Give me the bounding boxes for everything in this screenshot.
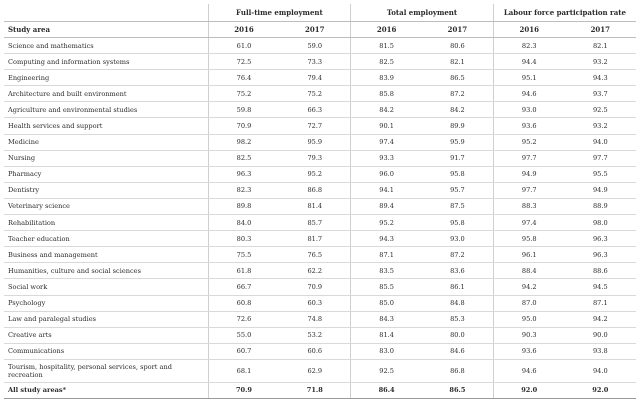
value-cell: 85.8 [351,86,422,102]
value-cell: 96.3 [208,166,279,182]
value-cell: 86.8 [422,359,493,382]
value-cell: 79.3 [279,150,350,166]
value-cell: 90.3 [493,327,564,343]
study-area-cell: Medicine [4,134,208,150]
value-cell: 94.5 [565,279,636,295]
value-cell: 66.3 [279,102,350,118]
value-cell: 85.5 [351,279,422,295]
value-cell: 88.3 [493,198,564,214]
value-cell: 93.6 [493,118,564,134]
value-cell: 93.7 [565,86,636,102]
value-cell: 95.8 [422,215,493,231]
value-cell: 93.2 [565,118,636,134]
study-area-cell: Rehabilitation [4,215,208,231]
value-cell: 83.6 [422,263,493,279]
value-cell: 84.8 [422,295,493,311]
table-row [4,198,636,214]
value-cell: 80.3 [208,231,279,247]
value-cell: 80.0 [422,327,493,343]
value-cell: 93.8 [565,343,636,359]
total-label-cell: All study areas* [4,382,208,398]
study-area-cell: Architecture and built environment [4,86,208,102]
study-area-cell: Agriculture and environmental studies [4,102,208,118]
value-cell: 83.0 [351,343,422,359]
value-cell: 85.7 [279,215,350,231]
year-header: 2016 [493,22,564,38]
value-cell: 93.6 [493,343,564,359]
value-cell: 95.9 [279,134,350,150]
value-cell: 95.2 [279,166,350,182]
total-value-cell: 86.5 [422,382,493,398]
value-cell: 70.9 [208,118,279,134]
group-header-participation: Labour force participation rate [493,4,636,22]
value-cell: 74.8 [279,311,350,327]
value-cell: 96.1 [493,247,564,263]
study-area-header: Study area [4,22,208,38]
value-cell: 87.5 [422,198,493,214]
table-row [4,38,636,54]
value-cell: 61.0 [208,38,279,54]
table-row [4,118,636,134]
value-cell: 87.0 [493,295,564,311]
value-cell: 98.2 [208,134,279,150]
study-area-cell: Pharmacy [4,166,208,182]
value-cell: 93.3 [351,150,422,166]
value-cell: 89.8 [208,198,279,214]
value-cell: 72.7 [279,118,350,134]
value-cell: 60.3 [279,295,350,311]
value-cell: 60.8 [208,295,279,311]
value-cell: 93.0 [422,231,493,247]
value-cell: 95.7 [422,182,493,198]
group-header-row [4,4,636,22]
total-value-cell: 70.9 [208,382,279,398]
table-row [4,311,636,327]
value-cell: 94.4 [493,54,564,70]
year-header-row [4,22,636,38]
value-cell: 82.1 [422,54,493,70]
value-cell: 62.2 [279,263,350,279]
value-cell: 61.8 [208,263,279,279]
value-cell: 89.9 [422,118,493,134]
value-cell: 81.5 [351,38,422,54]
value-cell: 95.2 [493,134,564,150]
study-area-cell: Tourism, hospitality, personal services, sport and recreation [4,359,208,382]
value-cell: 92.5 [565,102,636,118]
study-area-cell: Humanities, culture and social sciences [4,263,208,279]
value-cell: 72.6 [208,311,279,327]
value-cell: 73.3 [279,54,350,70]
value-cell: 75.2 [279,86,350,102]
value-cell: 75.5 [208,247,279,263]
value-cell: 95.9 [422,134,493,150]
table-row [4,102,636,118]
value-cell: 81.7 [279,231,350,247]
value-cell: 94.2 [565,311,636,327]
study-area-cell: Science and mathematics [4,38,208,54]
value-cell: 95.8 [493,231,564,247]
value-cell: 82.3 [493,38,564,54]
value-cell: 84.2 [422,102,493,118]
table-row [4,166,636,182]
table-row [4,295,636,311]
table-row [4,182,636,198]
value-cell: 95.5 [565,166,636,182]
value-cell: 75.2 [208,86,279,102]
value-cell: 94.6 [493,359,564,382]
study-area-cell: Psychology [4,295,208,311]
value-cell: 94.2 [493,279,564,295]
value-cell: 59.8 [208,102,279,118]
value-cell: 94.3 [351,231,422,247]
value-cell: 94.9 [493,166,564,182]
value-cell: 91.7 [422,150,493,166]
value-cell: 81.4 [351,327,422,343]
value-cell: 93.0 [493,102,564,118]
table-row [4,134,636,150]
value-cell: 68.1 [208,359,279,382]
year-header: 2017 [565,22,636,38]
year-header: 2016 [208,22,279,38]
table-row [4,343,636,359]
table-row [4,279,636,295]
value-cell: 93.2 [565,54,636,70]
group-header-full-time: Full-time employment [208,4,351,22]
value-cell: 94.0 [565,134,636,150]
value-cell: 86.5 [422,70,493,86]
table-body [4,38,636,399]
value-cell: 59.0 [279,38,350,54]
value-cell: 96.3 [565,231,636,247]
value-cell: 97.4 [351,134,422,150]
total-row [4,382,636,398]
value-cell: 95.1 [493,70,564,86]
group-header-total: Total employment [351,4,494,22]
value-cell: 95.8 [422,166,493,182]
value-cell: 94.0 [565,359,636,382]
value-cell: 84.0 [208,215,279,231]
value-cell: 94.1 [351,182,422,198]
value-cell: 85.3 [422,311,493,327]
study-area-cell: Dentistry [4,182,208,198]
value-cell: 89.4 [351,198,422,214]
value-cell: 94.6 [493,86,564,102]
total-value-cell: 86.4 [351,382,422,398]
table-row [4,247,636,263]
total-value-cell: 71.8 [279,382,350,398]
value-cell: 81.4 [279,198,350,214]
value-cell: 60.6 [279,343,350,359]
study-area-cell: Creative arts [4,327,208,343]
value-cell: 82.5 [351,54,422,70]
table-row [4,86,636,102]
value-cell: 98.0 [565,215,636,231]
value-cell: 90.1 [351,118,422,134]
value-cell: 76.5 [279,247,350,263]
value-cell: 66.7 [208,279,279,295]
table-row [4,150,636,166]
value-cell: 87.1 [565,295,636,311]
value-cell: 95.0 [493,311,564,327]
total-value-cell: 92.0 [493,382,564,398]
value-cell: 97.4 [493,215,564,231]
table-row [4,327,636,343]
value-cell: 90.0 [565,327,636,343]
value-cell: 84.3 [351,311,422,327]
value-cell: 87.1 [351,247,422,263]
year-header: 2017 [279,22,350,38]
study-area-cell: Computing and information systems [4,54,208,70]
value-cell: 60.7 [208,343,279,359]
table-row [4,54,636,70]
value-cell: 84.2 [351,102,422,118]
value-cell: 83.9 [351,70,422,86]
value-cell: 53.2 [279,327,350,343]
year-header: 2017 [422,22,493,38]
study-area-cell: Nursing [4,150,208,166]
value-cell: 55.0 [208,327,279,343]
table-row [4,231,636,247]
value-cell: 88.6 [565,263,636,279]
value-cell: 97.7 [565,150,636,166]
value-cell: 79.4 [279,70,350,86]
study-area-cell: Health services and support [4,118,208,134]
value-cell: 83.5 [351,263,422,279]
value-cell: 88.9 [565,198,636,214]
value-cell: 82.1 [565,38,636,54]
total-value-cell: 92.0 [565,382,636,398]
value-cell: 85.0 [351,295,422,311]
value-cell: 87.2 [422,247,493,263]
employment-table [4,4,636,399]
table-row [4,215,636,231]
study-area-cell: Teacher education [4,231,208,247]
study-area-cell: Veterinary science [4,198,208,214]
value-cell: 96.0 [351,166,422,182]
value-cell: 97.7 [493,182,564,198]
value-cell: 88.4 [493,263,564,279]
value-cell: 70.9 [279,279,350,295]
study-area-cell: Business and management [4,247,208,263]
value-cell: 86.8 [279,182,350,198]
value-cell: 84.6 [422,343,493,359]
value-cell: 92.5 [351,359,422,382]
study-area-cell: Engineering [4,70,208,86]
value-cell: 86.1 [422,279,493,295]
year-header: 2016 [351,22,422,38]
value-cell: 82.3 [208,182,279,198]
value-cell: 82.5 [208,150,279,166]
study-area-cell: Communications [4,343,208,359]
value-cell: 94.9 [565,182,636,198]
study-area-cell: Social work [4,279,208,295]
table-row [4,263,636,279]
table-row [4,70,636,86]
value-cell: 76.4 [208,70,279,86]
table-row [4,359,636,382]
study-area-cell: Law and paralegal studies [4,311,208,327]
value-cell: 95.2 [351,215,422,231]
blank-header-cell [4,4,208,22]
value-cell: 96.3 [565,247,636,263]
value-cell: 97.7 [493,150,564,166]
value-cell: 87.2 [422,86,493,102]
value-cell: 72.5 [208,54,279,70]
value-cell: 80.6 [422,38,493,54]
value-cell: 94.3 [565,70,636,86]
value-cell: 62.9 [279,359,350,382]
